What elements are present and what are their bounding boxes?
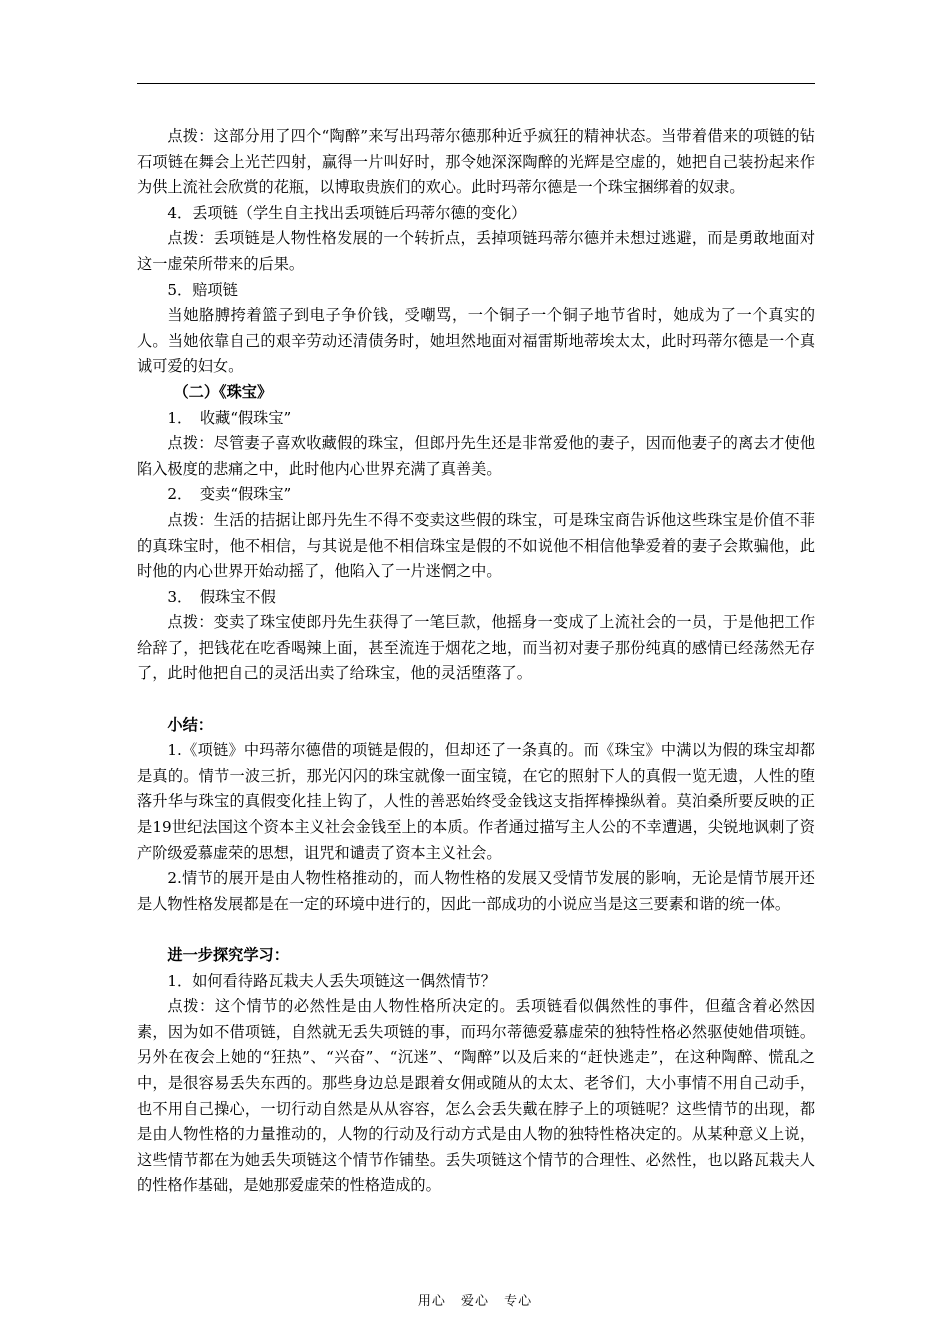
list-item: 2． 变卖“假珠宝”: [167, 485, 292, 504]
paragraph: 点拨：丢项链是人物性格发展的一个转折点，丢掉项链玛蒂尔德并未想过逃避，而是勇敢地面对这一虚荣所带来的后果。: [137, 229, 815, 273]
paragraph: 当她胳膊挎着篮子到电子争价钱，受嘲骂，一个铜子一个铜子地节省时，她成为了一个真实的人。当她依靠自己的艰辛劳动还清债务时，她坦然地面对福雷斯地蒂埃太太，此时玛蒂尔德是一个真诚可爱的妇女。: [137, 306, 815, 376]
spacer: [137, 917, 815, 943]
list-item: 1．如何看待路瓦栽夫人丢失项链这一偶然情节？: [167, 971, 496, 990]
paragraph: 点拨：变卖了珠宝使郎丹先生获得了一笔巨款，他摇身一变成了上流社会的一员，于是他把工作给辞了，把钱花在吃香喝辣上面，甚至流连于烟花之地，而当初对妻子那份纯真的感情已经荡然无存了，此时他把自己的灵活出卖了给珠宝，他的灵活堕落了。: [137, 613, 815, 683]
paragraph: 点拨：生活的拮据让郎丹先生不得不变卖这些假的珠宝，可是珠宝商告诉他这些珠宝是价值不菲的真珠宝时，他不相信，与其说是他不相信珠宝是假的不如说他不相信他挚爱着的妻子会欺骗他，此时他的内心世界开始动摇了，他陷入了一片迷惘之中。: [137, 510, 815, 581]
paragraph: 1.《项链》中玛蒂尔德借的项链是假的，但却还了一条真的。而《珠宝》中满以为假的珠宝却都是真的。情节一波三折，那光闪闪的珠宝就像一面宝镜，在它的照射下人的真假一览无遗，人性的堕落升华与珠宝的真假变化挂上钩了，人性的善恶始终受金钱这支指挥棒操纵着。莫泊桑所要反映的正是19世纪法国这个资本主义社会金钱至上的本质。作者通过描写主人公的不幸遭遇，尖锐地讽刺了资产阶级爱慕虚荣的思想，诅咒和谴责了资本主义社会。: [137, 741, 815, 862]
list-item: 4．丢项链（学生自主找出丢项链后玛蒂尔德的变化）: [167, 203, 527, 222]
header-rule: [137, 83, 815, 84]
paragraph: 点拨：尽管妻子喜欢收藏假的珠宝，但郎丹先生还是非常爱他的妻子，因而他妻子的离去才使他陷入极度的悲痛之中，此时他内心世界充满了真善美。: [137, 434, 815, 478]
summary-heading: 小结：: [167, 715, 213, 734]
list-item: 5．赔项链: [167, 280, 238, 299]
paragraph: 2.情节的展开是由人物性格推动的，而人物性格的发展又受情节发展的影响，无论是情节展开还是人物性格发展都是在一定的环境中进行的，因此一部成功的小说应当是这三要素和谐的统一体。: [137, 869, 815, 913]
list-item: 1． 收藏“假珠宝”: [167, 408, 292, 427]
spacer: [137, 687, 815, 713]
paragraph: 点拨：这部分用了四个“陶醉”来写出玛蒂尔德那种近乎疯狂的精神状态。当带着借来的项链的钻石项链在舞会上光芒四射，赢得一片叫好时，那令她深深陶醉的光辉是空虚的，她把自己装扮起来作为供上流社会欣赏的花瓶，以博取贵族们的欢心。此时玛蒂尔德是一个珠宝捆绑着的奴隶。: [137, 127, 815, 197]
further-study-heading: 进一步探究学习：: [167, 946, 289, 964]
document-body: [137, 124, 815, 1199]
page-footer: 用心 爱心 专心: [417, 1294, 533, 1309]
list-item: 3． 假珠宝不假: [167, 587, 276, 606]
section-heading: （二）《珠宝》: [173, 382, 273, 401]
paragraph: 点拨：这个情节的必然性是由人物性格所决定的。丢项链看似偶然性的事件，但蕴含着必然因素，因为如不借项链，自然就无丢失项链的事，而玛尔蒂德爱慕虚荣的独特性格必然驱使她借项链。另外在夜会上她的“狂热”、“兴奋”、“沉迷”、“陶醉”以及后来的“赶快逃走”，在这种陶醉、慌乱之中，是很容易丢失东西的。那些身边总是跟着女佣或随从的太太、老爷们，大小事情不用自己动手，也不用自己操心，一切行动自然是从从容容，怎么会丢失戴在脖子上的项链呢？这些情节的出现，都是由人物性格的力量推动的，人物的行动及行动方式是由人物的独特性格决定的。从某种意义上说，这些情节都在为她丢失项链这个情节作铺垫。丢失项链这个情节的合理性、必然性，也以路瓦栽夫人的性格作基础，是她那爱虚荣的性格造成的。: [137, 997, 815, 1195]
